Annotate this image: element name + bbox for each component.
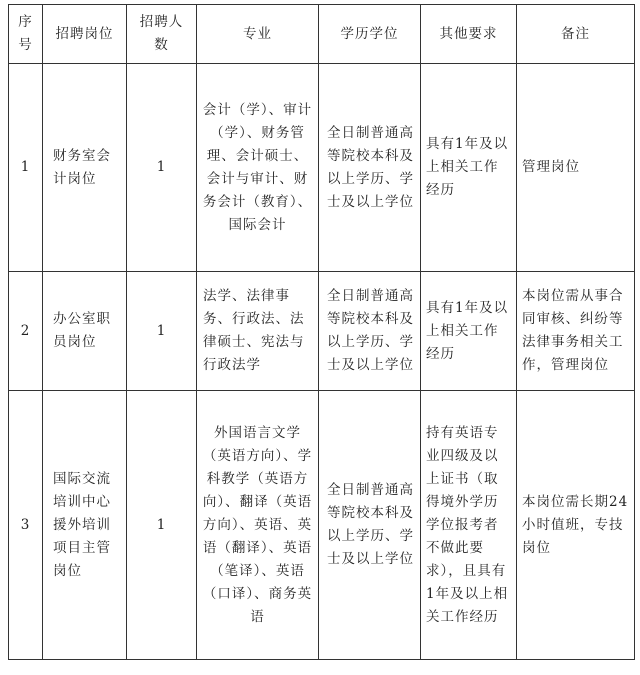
row-requirements: 持有英语专业四级及以上证书（取得境外学历学位报考者不做此要求），且具有1年及以上相关工作经历 <box>421 391 517 660</box>
row-remarks: 管理岗位 <box>517 64 635 272</box>
row-remarks: 本岗位需从事合同审核、纠纷等法律事务相关工作，管理岗位 <box>517 272 635 391</box>
table-row <box>9 64 635 272</box>
row-education: 全日制普通高等院校本科及以上学历、学士及以上学位 <box>319 64 421 272</box>
row-count: 1 <box>127 272 197 391</box>
header-major: 专业 <box>197 5 319 64</box>
row-major: 法学、法律事务、行政法、法律硕士、宪法与行政法学 <box>197 272 319 391</box>
recruitment-table <box>8 4 635 660</box>
row-major: 会计（学）、审计（学）、财务管理、会计硕士、会计与审计、财务会计（教育）、国际会计 <box>197 64 319 272</box>
row-requirements: 具有1年及以上相关工作经历 <box>421 272 517 391</box>
row-position: 办公室职员岗位 <box>43 272 127 391</box>
row-remarks: 本岗位需长期24小时值班，专技岗位 <box>517 391 635 660</box>
table-row <box>9 391 635 660</box>
row-position: 国际交流培训中心援外培训项目主管岗位 <box>43 391 127 660</box>
table-header-row <box>9 5 635 64</box>
row-index: 3 <box>9 391 43 660</box>
row-position: 财务室会计岗位 <box>43 64 127 272</box>
header-remarks: 备注 <box>517 5 635 64</box>
header-count: 招聘人数 <box>127 5 197 64</box>
row-count: 1 <box>127 64 197 272</box>
table-row <box>9 272 635 391</box>
row-index: 1 <box>9 64 43 272</box>
row-index: 2 <box>9 272 43 391</box>
row-major: 外国语言文学（英语方向）、学科教学（英语方向）、翻译（英语方向）、英语、英语（翻译）、英语（笔译）、英语（口译）、商务英语 <box>197 391 319 660</box>
header-position: 招聘岗位 <box>43 5 127 64</box>
header-requirements: 其他要求 <box>421 5 517 64</box>
row-count: 1 <box>127 391 197 660</box>
row-education: 全日制普通高等院校本科及以上学历、学士及以上学位 <box>319 272 421 391</box>
header-index: 序号 <box>9 5 43 64</box>
row-education: 全日制普通高等院校本科及以上学历、学士及以上学位 <box>319 391 421 660</box>
row-requirements: 具有1年及以上相关工作经历 <box>421 64 517 272</box>
header-education: 学历学位 <box>319 5 421 64</box>
